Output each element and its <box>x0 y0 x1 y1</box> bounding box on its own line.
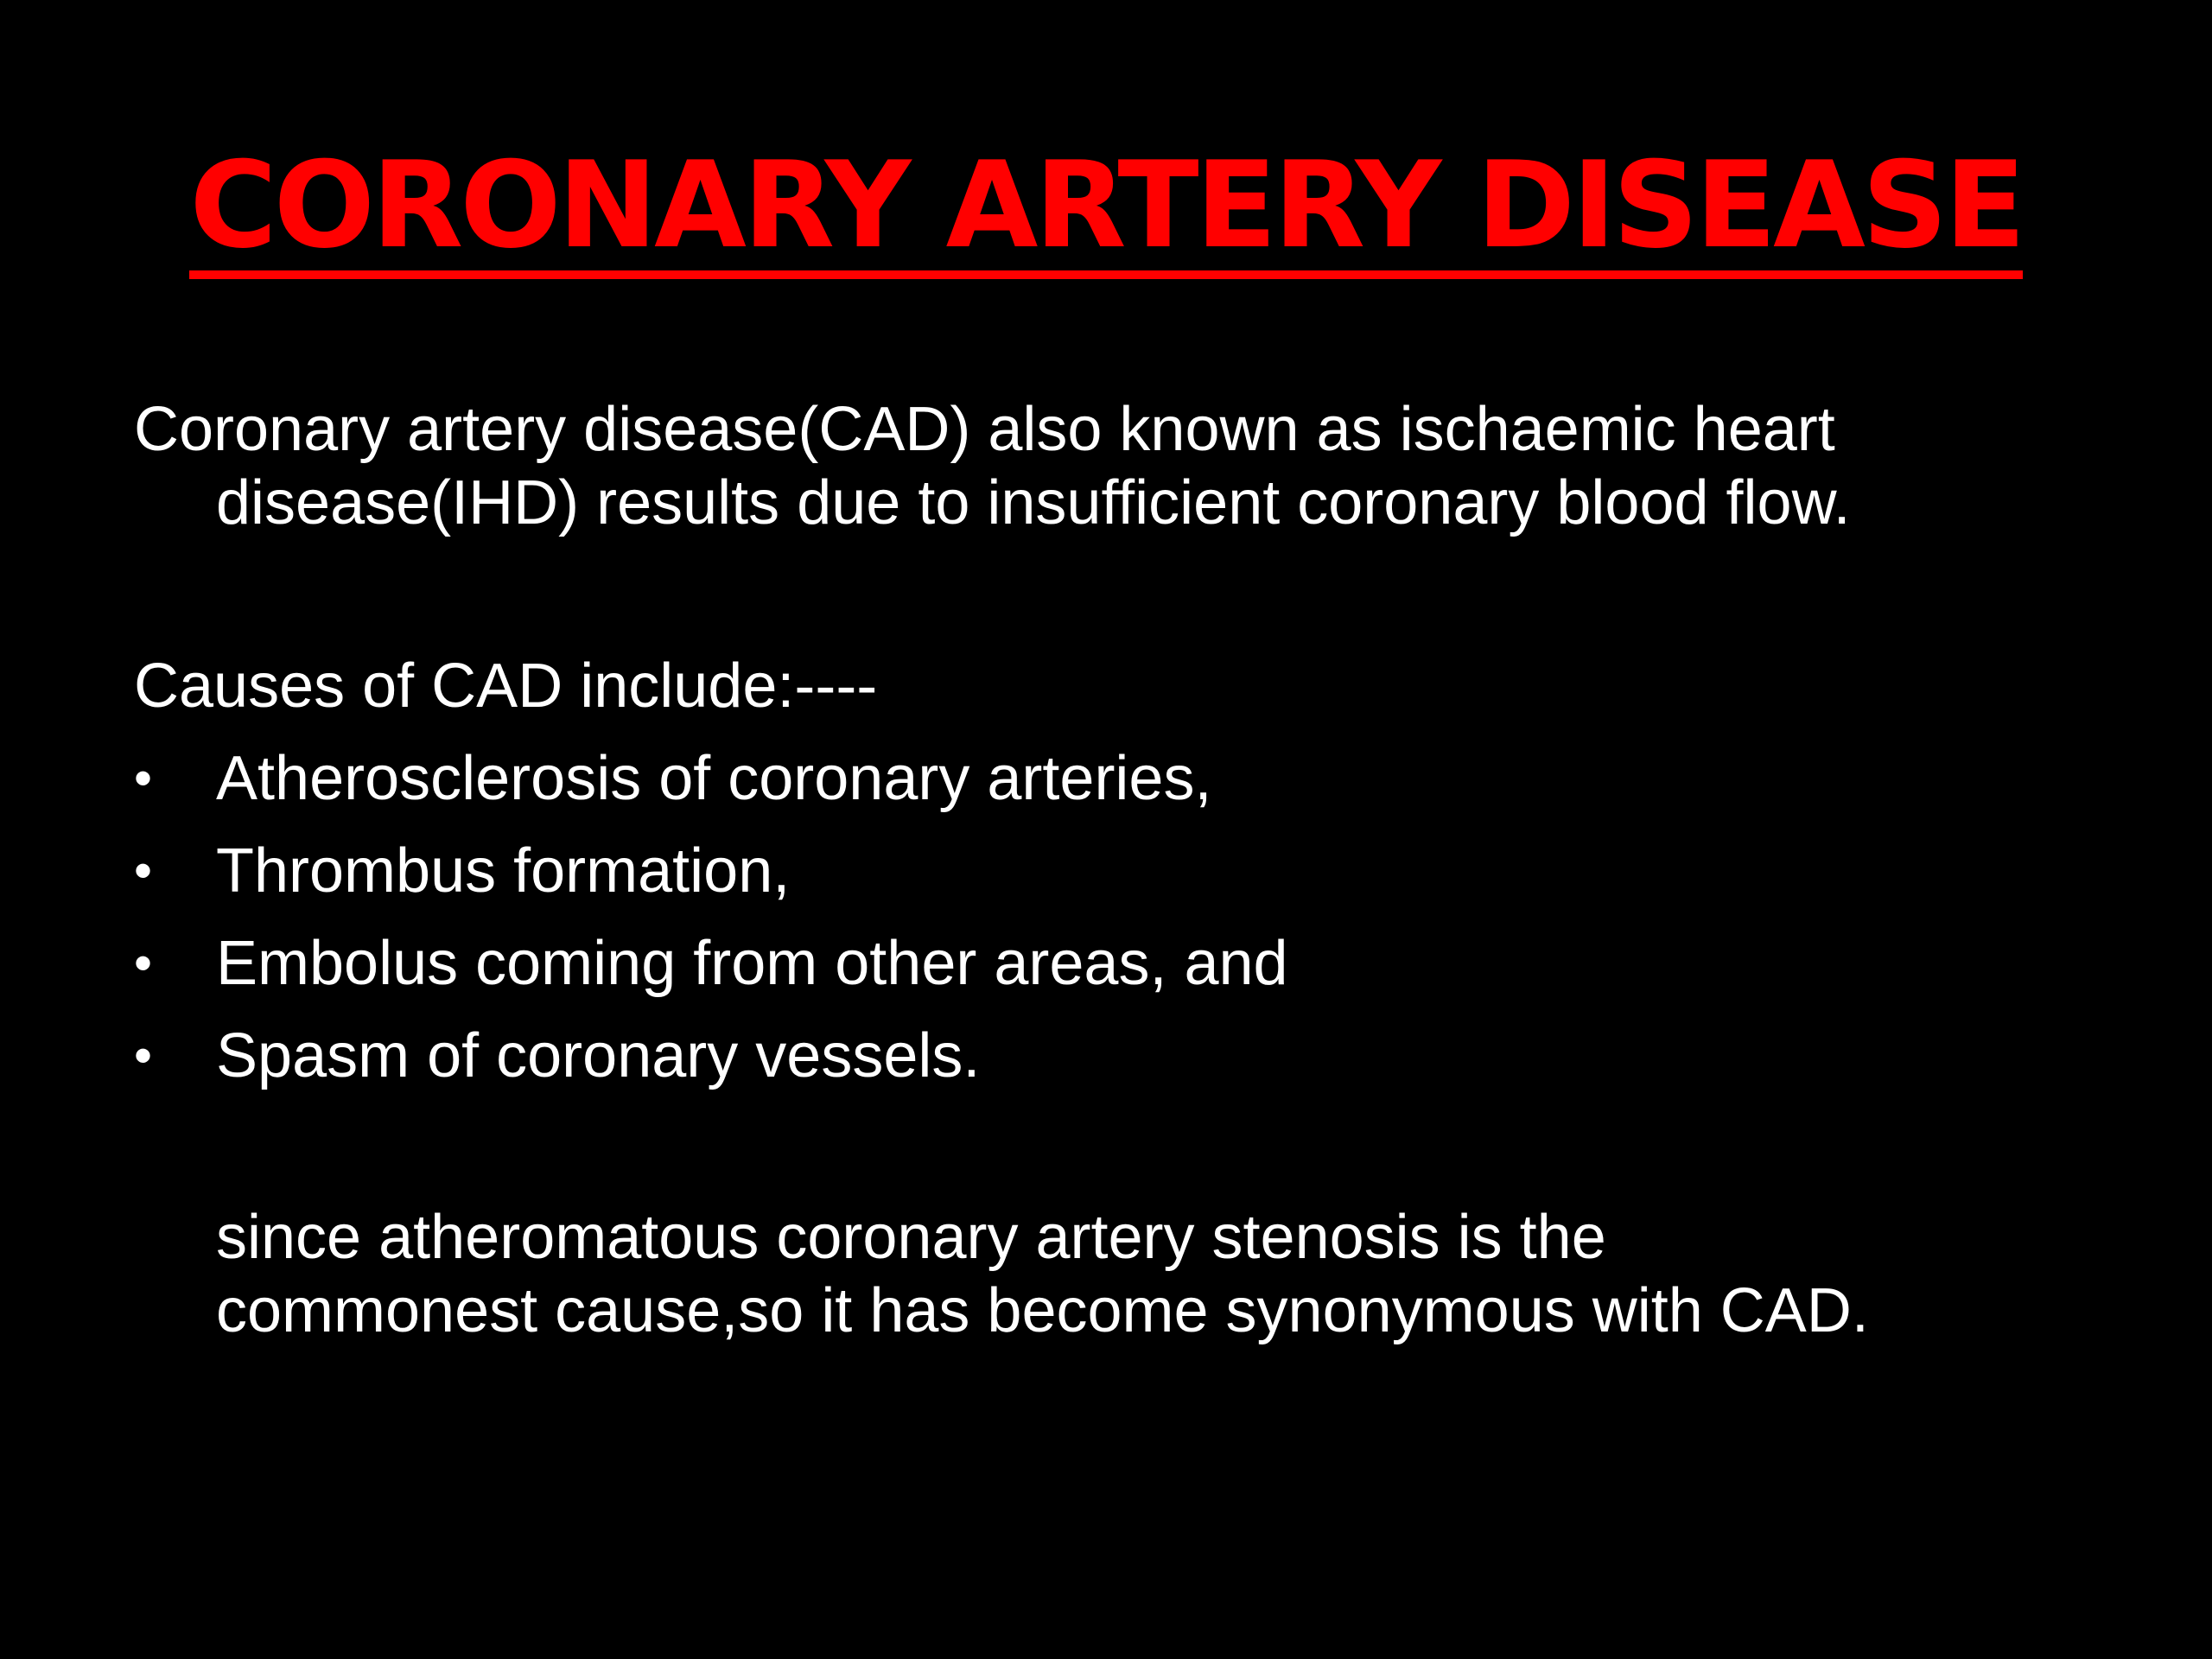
cause-text: Spasm of coronary vessels. <box>216 1021 981 1090</box>
cause-text: Atherosclerosis of coronary arteries, <box>216 744 1212 813</box>
bullet-icon: • <box>134 934 153 992</box>
cause-text: Thrombus formation, <box>216 836 791 906</box>
list-item <box>134 1016 1288 1109</box>
bullet-icon: • <box>134 749 153 807</box>
conclusion-line: since atheromatous coronary artery stenosis is the <box>216 1203 1606 1272</box>
intro-paragraph <box>134 393 2121 540</box>
list-item <box>134 924 1288 1016</box>
slide-title-text: CORONARY ARTERY DISEASE <box>189 141 2022 279</box>
causes-heading: Causes of CAD include:---- <box>134 652 878 721</box>
list-item <box>134 831 1288 924</box>
slide-title <box>0 137 2212 279</box>
list-item <box>134 739 1288 831</box>
causes-list <box>134 739 1288 1109</box>
intro-text: Coronary artery disease(CAD) also known as ischaemic heart disease(IHD) results due to insufficient coronary blood flow. <box>134 395 1851 537</box>
cause-text: Embolus coming from other areas, and <box>216 929 1288 998</box>
conclusion-line: commonest cause,so it has become synonymous with CAD. <box>216 1276 1869 1345</box>
bullet-icon: • <box>134 1027 153 1084</box>
bullet-icon: • <box>134 842 153 899</box>
conclusion-paragraph <box>216 1201 1869 1348</box>
